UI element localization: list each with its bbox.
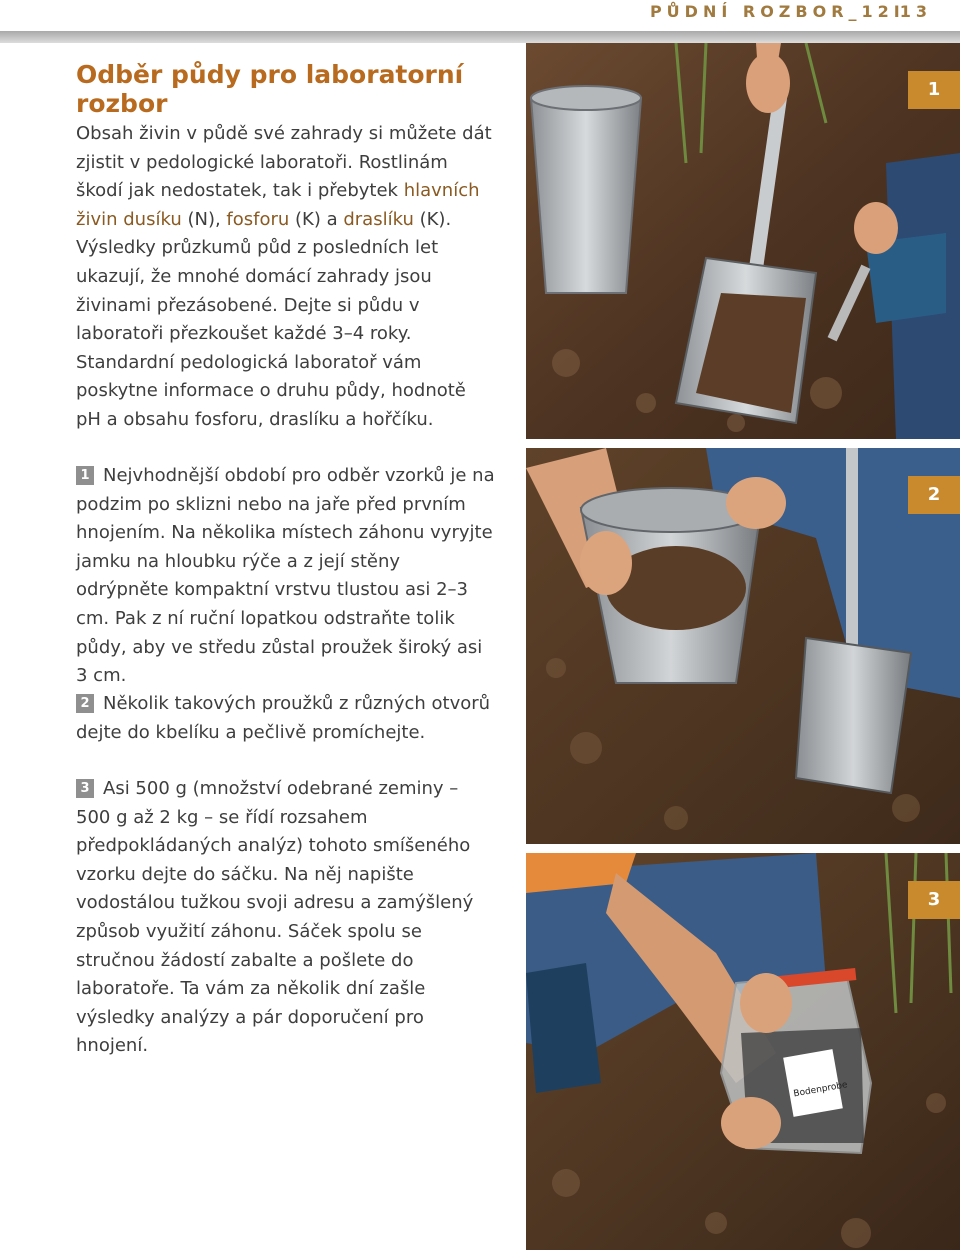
step-number-2: 2 — [76, 694, 94, 713]
step-2 — [76, 690, 496, 747]
intro-paragraph — [76, 120, 496, 435]
photo-badge-3: 3 — [908, 881, 960, 919]
running-header — [650, 2, 932, 21]
intro-highlight-potassium: draslíku — [343, 208, 414, 230]
header-section: PŮDNÍ ROZBOR_ — [649, 2, 862, 21]
intro-text-3: (K) a — [289, 208, 344, 230]
step-3-text: Asi 500 g (množství odebrané zeminy – 500 g až 2 kg – se řídí rozsahem předpokládaných analýz) tohoto smíšeného vzorku dejte do sáčku. Na něj napište vodostálou tužkou svoji adresu a zamýšlený způsob využití záhonu. Sáček spolu se stručnou žádostí zabalte a pošlete do laboratoře. Ta vám za několik dní zašle výsledky analýzy a pár doporučení pro hnojení. — [76, 778, 474, 1057]
step-1 — [76, 462, 496, 691]
photo-badge-2: 2 — [908, 476, 960, 514]
intro-text-1: Obsah živin v půdě své zahrady si můžete dát zjistit v pedologické laboratoři. Rostlinám škodí jak nedostatek, tak i přebytek — [76, 123, 492, 202]
step-number-3: 3 — [76, 779, 94, 798]
step-number-1: 1 — [76, 466, 94, 485]
header-page-left: 12 — [861, 2, 894, 21]
header-page-right: 13 — [899, 2, 932, 21]
step-2-text: Několik takových proužků z různých otvorů dejte do kbelíku a pečlivě promíchejte. — [76, 693, 491, 743]
page-title: Odběr půdy pro laboratorní rozbor — [76, 60, 464, 118]
intro-highlight-phosphorus: fosforu — [226, 208, 290, 230]
sample-bag-illustration — [526, 853, 960, 1250]
photo-bucket-mixing — [526, 448, 960, 844]
bucket-mixing-illustration — [526, 448, 960, 844]
step-3 — [76, 775, 496, 1061]
photo-badge-1: 1 — [908, 71, 960, 109]
intro-highlight-nutrients: hlavních živin dusíku — [76, 180, 480, 230]
bag-label-text: Bodenprobe — [792, 1080, 849, 1100]
photo-sample-bag — [526, 853, 960, 1250]
spade-soil-illustration — [526, 43, 960, 439]
top-rule — [0, 31, 960, 43]
step-1-text: Nejvhodnější období pro odběr vzorků je na podzim po sklizni nebo na jaře před prvním hnojením. Na několika místech záhonu vyryjte jamku na hloubku rýče a z její stěny odrýpněte kompaktní vrstvu tlustou asi 2–3 cm. Pak z ní ruční lopatkou odstraňte tolik půdy, aby ve středu zůstal proužek široký asi 3 cm. — [76, 465, 495, 687]
photo-spade-soil — [526, 43, 960, 439]
intro-text-2: (N), — [181, 208, 227, 230]
header-separator: I — [893, 2, 900, 21]
intro-text-4: (K). Výsledky průzkumů půd z posledních let ukazují, že mnohé domácí zahrady jsou živinami přezásobené. Dejte si půdu v laboratoři přezkoušet každé 3–4 roky. Standardní pedologická laboratoř vám poskytne informace o druhu půdy, hodnotě pH a obsahu fosforu, draslíku a hořčíku. — [76, 208, 466, 430]
